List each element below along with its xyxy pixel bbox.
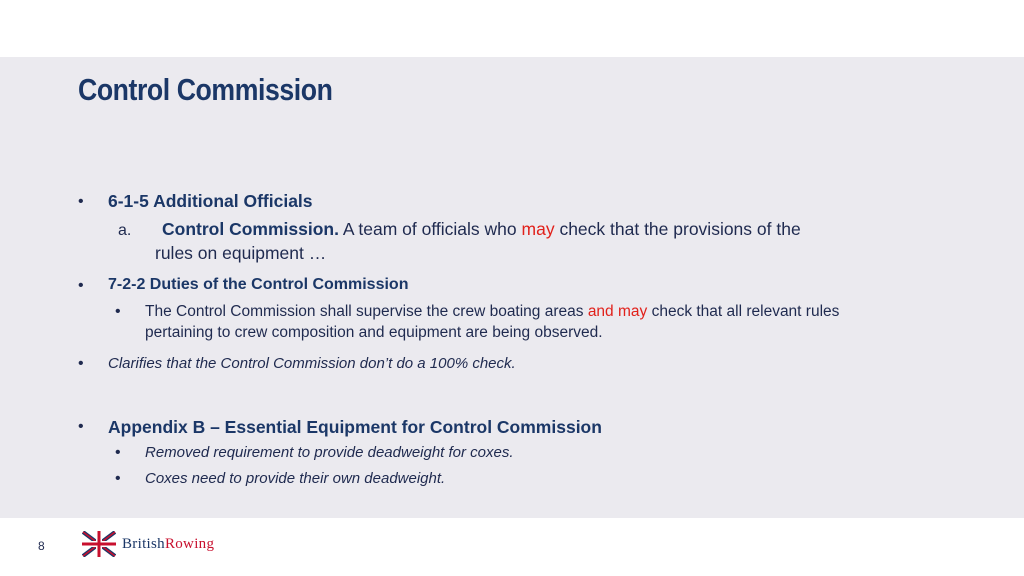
item3-text: Clarifies that the Control Commission don’t do a 100% check.	[108, 355, 516, 372]
bullet-icon: •	[78, 277, 84, 294]
bullet-icon: •	[78, 355, 84, 372]
logo-text: BritishRowing	[122, 535, 215, 552]
bullet-icon: •	[115, 470, 121, 487]
item1-heading: 6-1-5 Additional Officials	[108, 191, 313, 211]
bullet-icon: •	[78, 418, 84, 435]
page-number: 8	[38, 539, 45, 553]
union-jack-oars-icon	[82, 531, 116, 557]
item4-sub2: Coxes need to provide their own deadweight.	[145, 470, 446, 487]
item2-sub-line2: pertaining to crew composition and equipment are being observed.	[145, 324, 603, 341]
item2-sub-text	[145, 303, 839, 321]
item1-sub-line2: rules on equipment …	[155, 243, 327, 263]
item2-sub-text-b: check that all relevant rules	[647, 303, 840, 320]
item1-sub-text	[162, 219, 801, 240]
item1-sub-red: may	[521, 219, 555, 239]
bullet-icon: •	[115, 303, 121, 320]
item1-sub-bold: Control Commission.	[162, 219, 339, 239]
bullet-icon: •	[78, 193, 84, 210]
item2-heading: 7-2-2 Duties of the Control Commission	[108, 276, 409, 293]
item2-sub-red: and may	[587, 303, 648, 320]
bullet-icon: •	[115, 444, 121, 461]
item4-heading: Appendix B – Essential Equipment for Control Commission	[108, 417, 602, 437]
british-rowing-logo	[82, 530, 214, 558]
item2-sub-text-a: The Control Commission shall supervise the crew boating areas	[145, 303, 588, 320]
page-title: Control Commission	[78, 72, 333, 107]
item1-sub-text-a: A team of officials who	[338, 219, 522, 239]
item4-sub1: Removed requirement to provide deadweight for coxes.	[145, 444, 514, 461]
item1-sub-marker: a.	[118, 222, 132, 239]
item1-sub-text-b: check that the provisions of the	[554, 219, 801, 239]
top-band	[0, 0, 1024, 57]
